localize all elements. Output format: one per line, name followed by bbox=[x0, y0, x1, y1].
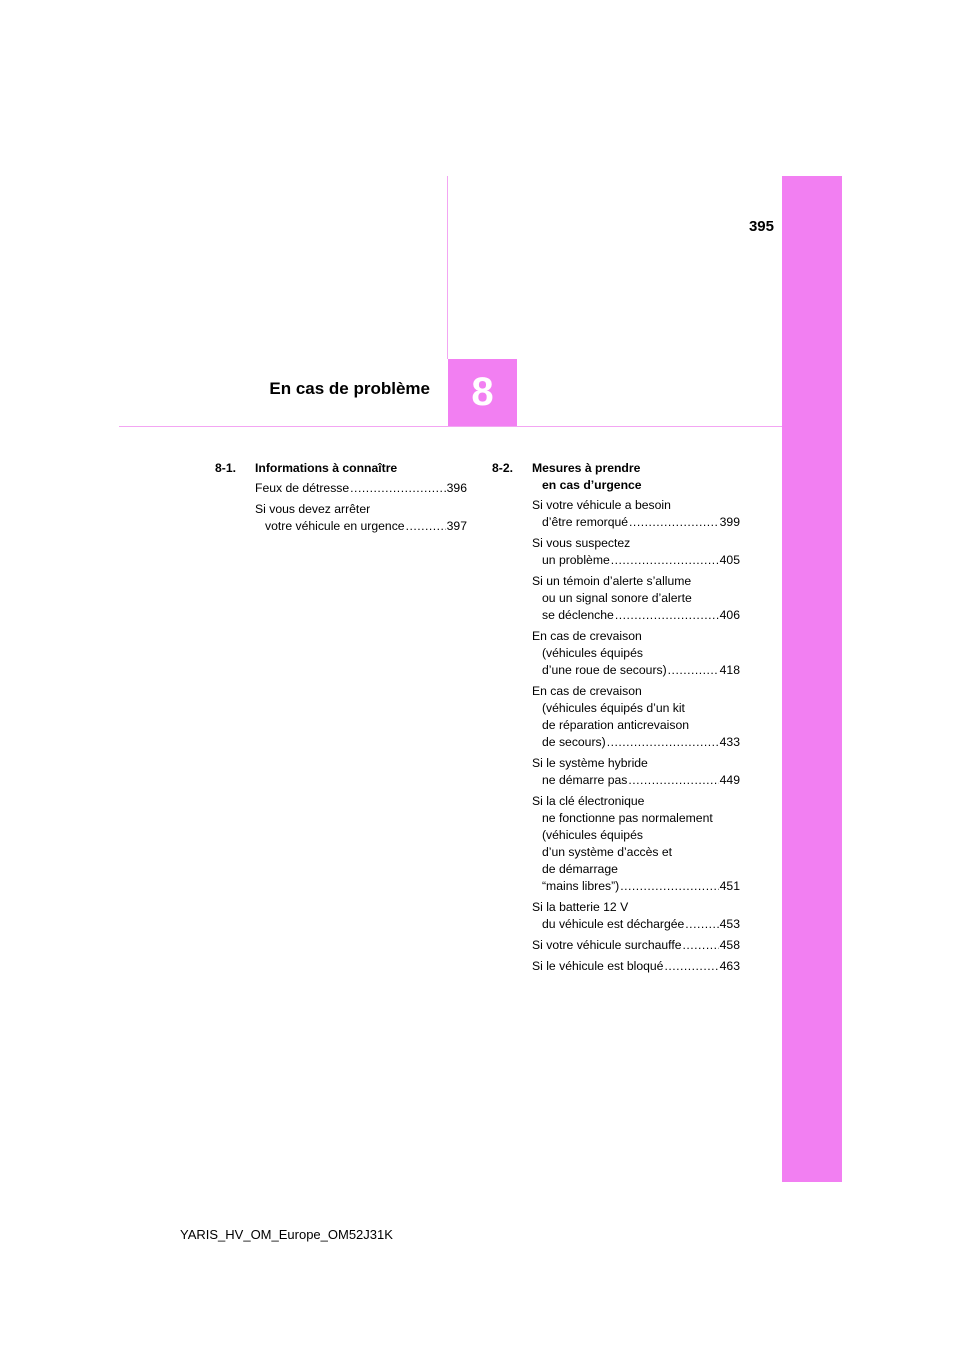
toc-page-number: 406 bbox=[719, 608, 740, 622]
toc-entry-line: du véhicule est déchargée bbox=[542, 917, 685, 931]
toc-entry-line: de secours) bbox=[542, 735, 606, 749]
toc-entry-line: de démarrage bbox=[542, 862, 618, 876]
toc-entry[interactable] bbox=[532, 958, 740, 975]
toc-entry-last-line bbox=[532, 937, 740, 954]
toc-entry-last-line bbox=[532, 734, 740, 751]
toc-entry[interactable] bbox=[532, 628, 740, 679]
toc-entry[interactable] bbox=[255, 501, 467, 535]
toc-entry-line: de réparation anticrevaison bbox=[542, 718, 690, 732]
dot-leader bbox=[620, 878, 718, 895]
toc-entry-last-line bbox=[532, 514, 740, 531]
page-number: 395 bbox=[748, 218, 774, 235]
dot-leader bbox=[629, 514, 719, 531]
toc-entry-line: un problème bbox=[542, 553, 610, 567]
dot-leader bbox=[683, 937, 719, 954]
toc-page-number: 397 bbox=[446, 519, 467, 533]
chapter-title: En cas de problème bbox=[269, 379, 430, 398]
toc-entry-line: En cas de crevaison bbox=[532, 684, 642, 698]
dot-leader bbox=[628, 772, 718, 789]
toc-entry-line: ne fonctionne pas normalement bbox=[542, 811, 713, 825]
toc-entry[interactable] bbox=[532, 899, 740, 933]
toc-entry-line: “mains libres”) bbox=[542, 879, 620, 893]
toc-entry-line: Si un témoin d’alerte s’allume bbox=[532, 574, 692, 588]
toc-entry-line: votre véhicule en urgence bbox=[265, 519, 405, 533]
toc-page-number: 451 bbox=[719, 879, 740, 893]
toc-entry[interactable] bbox=[532, 755, 740, 789]
toc-column-right bbox=[492, 460, 740, 979]
toc-page-number: 453 bbox=[719, 917, 740, 931]
toc-entry-line: (véhicules équipés d’un kit bbox=[542, 701, 685, 715]
toc-entry-last-line bbox=[532, 916, 740, 933]
toc-entry-last-line bbox=[532, 772, 740, 789]
toc-page-number: 449 bbox=[719, 773, 740, 787]
toc-page-number: 399 bbox=[719, 515, 740, 529]
toc-entry-last-line bbox=[532, 662, 740, 679]
section-title bbox=[255, 460, 467, 477]
toc-entry[interactable] bbox=[532, 937, 740, 954]
toc-page-number: 433 bbox=[719, 735, 740, 749]
toc-entry[interactable] bbox=[532, 683, 740, 751]
toc-entry-last-line bbox=[532, 878, 740, 895]
toc-page-number: 458 bbox=[719, 938, 740, 952]
dot-leader bbox=[615, 607, 719, 624]
toc-column-left bbox=[215, 460, 467, 539]
toc-entry-line: d’être remorqué bbox=[542, 515, 629, 529]
section-title bbox=[532, 460, 740, 494]
toc-entry-line: (véhicules équipés bbox=[542, 646, 643, 660]
toc-entry-line: (véhicules équipés bbox=[542, 828, 643, 842]
toc-entry-line: ou un signal sonore d’alerte bbox=[542, 591, 692, 605]
toc-entry[interactable] bbox=[532, 573, 740, 624]
dot-leader bbox=[406, 518, 446, 535]
toc-page-number: 463 bbox=[719, 959, 740, 973]
section-number: 8-1. bbox=[215, 461, 237, 475]
toc-entry-line: En cas de crevaison bbox=[532, 629, 642, 643]
toc-entry[interactable] bbox=[532, 535, 740, 569]
toc-entry-line: Si le véhicule est bloqué bbox=[532, 959, 664, 973]
toc-page-number: 396 bbox=[446, 481, 467, 495]
toc-entry-line: Si le système hybride bbox=[532, 756, 648, 770]
toc-entry-last-line bbox=[532, 552, 740, 569]
vertical-divider bbox=[447, 176, 448, 359]
section-heading bbox=[215, 460, 467, 477]
toc-entry-last-line bbox=[532, 607, 740, 624]
toc-entry-line: Si votre véhicule surchauffe bbox=[532, 938, 682, 952]
toc-entry-line: d’un système d’accès et bbox=[542, 845, 673, 859]
toc-entry-line: se déclenche bbox=[542, 608, 614, 622]
toc-entry[interactable] bbox=[532, 497, 740, 531]
dot-leader bbox=[668, 662, 719, 679]
section-title-line: Informations à connaître bbox=[255, 461, 398, 475]
toc-entry-line: Si votre véhicule a besoin bbox=[532, 498, 671, 512]
dot-leader bbox=[611, 552, 719, 569]
toc-entry-line: d’une roue de secours) bbox=[542, 663, 667, 677]
toc-entry-line: Si vous devez arrêter bbox=[255, 502, 371, 516]
chapter-side-tab bbox=[782, 176, 842, 1182]
section-title-line: en cas d’urgence bbox=[542, 478, 642, 492]
section-title-line: Mesures à prendre bbox=[532, 461, 641, 475]
toc-page-number: 405 bbox=[719, 553, 740, 567]
chapter-number-box bbox=[448, 359, 517, 426]
dot-leader bbox=[685, 916, 718, 933]
toc-entry-line: Feux de détresse bbox=[255, 481, 350, 495]
dot-leader bbox=[664, 958, 718, 975]
chapter-number: 8 bbox=[471, 370, 494, 414]
toc-entry-last-line bbox=[255, 480, 467, 497]
dot-leader bbox=[607, 734, 719, 751]
horizontal-divider bbox=[119, 426, 782, 427]
dot-leader bbox=[350, 480, 445, 497]
toc-entry-last-line bbox=[532, 958, 740, 975]
toc-entry-line: Si vous suspectez bbox=[532, 536, 631, 550]
toc-entry-line: Si la clé électronique bbox=[532, 794, 645, 808]
footer-doc-code: YARIS_HV_OM_Europe_OM52J31K bbox=[180, 1227, 393, 1242]
section-heading bbox=[492, 460, 740, 494]
toc-entry[interactable] bbox=[532, 793, 740, 895]
toc-entry-line: Si la batterie 12 V bbox=[532, 900, 629, 914]
toc-page-number: 418 bbox=[719, 663, 740, 677]
toc-entry-last-line bbox=[255, 518, 467, 535]
toc-entry-line: ne démarre pas bbox=[542, 773, 628, 787]
section-number: 8-2. bbox=[492, 461, 514, 475]
toc-entry[interactable] bbox=[255, 480, 467, 497]
